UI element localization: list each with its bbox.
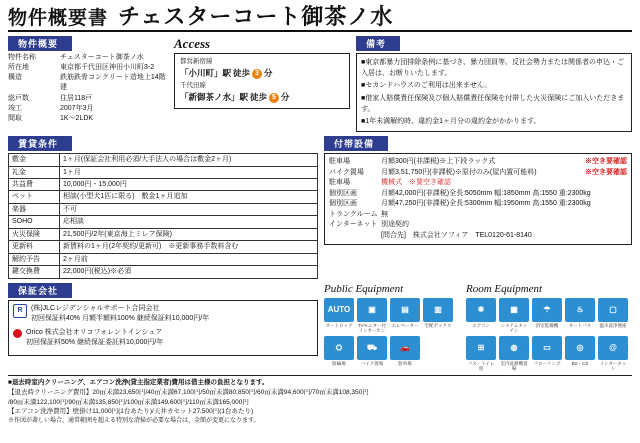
remarks-box (356, 53, 632, 132)
lease-key: 火災保険 (9, 228, 60, 240)
access-walk-minutes: 3 (252, 69, 262, 79)
equipment-item (466, 336, 496, 371)
access-route (180, 57, 344, 81)
delivery-box-icon: ▥ (423, 298, 453, 322)
table-row (9, 253, 318, 265)
equipment-caption: 温水洗浄便座 (599, 322, 627, 328)
equipment-caption: オートロック (325, 322, 353, 328)
facilities-section-label: 付帯設備 (324, 136, 388, 151)
facility-key: インターネット (329, 221, 378, 229)
equipment-caption: TVモニター付インターホン (357, 322, 387, 333)
equipment-caption: バイク置場 (360, 360, 384, 366)
access-station: 「新御茶ノ水」駅 (180, 91, 249, 102)
equipment-caption: 室内洗濯機置場 (500, 360, 528, 372)
car-parking-icon: 🚗 (390, 336, 420, 360)
overview-item-key: 物件名称 (8, 54, 36, 61)
facility-value: 別途契約 (381, 221, 409, 229)
overview-item (8, 53, 168, 63)
access-section (174, 36, 350, 109)
public-equipment-icons (324, 298, 456, 367)
lease-value: 2ヶ月前 (60, 253, 318, 265)
equipment-item (324, 336, 354, 366)
guarantor-entry (13, 304, 313, 325)
room-equipment-title: Room Equipment (466, 282, 543, 295)
middle-row (8, 136, 632, 278)
equipment-caption: エレベーター (391, 322, 419, 328)
facility-row (329, 199, 627, 210)
access-walk-label: 徒歩 (249, 91, 267, 102)
bottom-note-line: 【エアコン洗浄費用】壁掛け11,000円(1台あたり)/天井カセット27,500円(1台あたり) (8, 408, 254, 416)
access-walk-minutes: 5 (269, 93, 279, 103)
document-title: 物件概要書 (8, 8, 109, 29)
tv-intercom-icon: ▣ (357, 298, 387, 322)
lease-key: 解約予告 (9, 253, 60, 265)
overview-item-key: 構造 (8, 74, 22, 82)
orico-logo-icon (13, 329, 22, 338)
room-equipment-group (466, 283, 632, 372)
facility-row (329, 231, 627, 242)
guarantor-detail: 初回保証料40% 月額半額料100% 継続保証料10,000円/年 (31, 315, 210, 322)
public-equipment-group (324, 283, 456, 372)
facility-key: 駐車場 (329, 158, 350, 166)
overview-list (8, 53, 168, 124)
overview-item-key: 所在地 (8, 64, 29, 72)
overview-item-value: 1K～2LDK (60, 114, 94, 122)
lease-value: 1ヶ月(保証会社利用必須/大手法人の場合は敷金2ヶ月) (60, 154, 318, 166)
facility-row (329, 210, 627, 221)
remark-line: ■セカンドハウスのご利用は出来ません。 (361, 82, 492, 90)
remark-line: ■東京都暴力団排除条例に基づき、暴力団員等、反社会勢力または関係者の申込・ご入居は、お断りいたします。 (361, 59, 624, 78)
access-route (180, 81, 344, 105)
facility-row (329, 178, 627, 189)
lease-value: 不可 (60, 203, 318, 215)
table-row (9, 241, 318, 253)
access-walk-unit: 分 (280, 91, 290, 102)
equipment-item (423, 298, 453, 333)
remarks-section (356, 36, 632, 132)
bottom-note-line: ※作図が著しい場合、通常範囲を超える特別な清掃が必要な場合は、金額が変更になります。 (8, 418, 260, 425)
lease-value: 新賃料の1ヶ月(2年契約/更新可) ※更新事務手数料含む (60, 241, 318, 253)
facility-row (329, 157, 627, 168)
facility-note: ※空き要確認 (585, 168, 627, 176)
overview-section (8, 36, 168, 124)
guarantor-name: (株)JLCレジデンシャルサポート合同会社 (31, 304, 160, 312)
table-row (9, 266, 318, 278)
equipment-caption: バス・トイレ別 (467, 360, 495, 372)
lease-key: ペット (9, 191, 60, 203)
guarantor-entry (13, 328, 313, 349)
room-equipment-icons (466, 298, 632, 372)
lease-value: 1ヶ月 (60, 166, 318, 178)
internet-icon: @ (598, 336, 628, 360)
lease-section (8, 136, 318, 278)
access-station: 「小川町」駅 (180, 68, 232, 79)
table-row (9, 228, 318, 240)
facility-value: 月額47,250円(非課税)全長:5300mm 幅:1950mm 高:1550 重:2300kg (381, 200, 591, 208)
bicycle-parking-icon: ⛭ (324, 336, 354, 360)
remark-line: ■借家人賠償責任保険及び個人賠償責任保険を付帯した火災保険にご加入いただきます。 (361, 94, 625, 113)
facilities-box (324, 153, 632, 245)
jlc-logo-icon: R (13, 304, 27, 318)
facility-value: 無 (381, 210, 388, 218)
overview-item-value: チェスターコート御茶ノ水 (60, 54, 144, 61)
equipment-caption: BS・CS (571, 360, 589, 366)
washlet-icon: ▢ (598, 298, 628, 322)
table-row (9, 203, 318, 215)
bottom-note-line: ■退去時室内クリーニング、エアコン洗浄(貸主指定業者)費用は借主様の負担となります。 (8, 379, 269, 387)
equipment-caption: インターネット (599, 360, 627, 372)
facility-row (329, 168, 627, 179)
table-row (9, 216, 318, 228)
equipment-item (357, 298, 387, 333)
equipment-item (499, 298, 529, 333)
bottom-note-line: 【退去時クリーニング費用】20㎡未満23,650円/40㎡未満67,100円/50㎡未満80,850円/60㎡未満94,600円/70㎡未満108,350円 (8, 388, 369, 396)
facility-value: [問合先] 株式会社ソフィア TEL0120-61-8140 (381, 231, 532, 239)
facility-value: 月額3,51,750円(非課税)※原付のみ(屋内置可能料) (381, 168, 537, 176)
access-title: Access (174, 36, 211, 51)
overview-item-value: 東京都千代田区神田小川町3-2 (60, 64, 155, 72)
lease-key: 更新料 (9, 241, 60, 253)
table-row (9, 154, 318, 166)
equipment-caption: エアコン (472, 322, 490, 328)
document-header (8, 6, 632, 32)
auto-bath-icon: ♨ (565, 298, 595, 322)
lease-key: 鍵交換費 (9, 266, 60, 278)
lease-section-label: 賃貸条件 (8, 136, 72, 151)
lease-value: 応相談 (60, 216, 318, 228)
lease-value: 10,000円・15,000円 (60, 179, 318, 191)
equipment-caption: オートバス (568, 322, 592, 328)
lower-row (8, 283, 632, 372)
access-box (174, 53, 350, 109)
equipment-caption: 浴室乾燥機 (535, 322, 559, 328)
guarantor-box (8, 300, 318, 356)
lease-key: 共益費 (9, 179, 60, 191)
guarantor-detail: 初回保証料50% 継続保証委託料10,000円/年 (26, 339, 164, 346)
equipment-caption: 駐車場 (398, 360, 412, 366)
auto-lock-icon: AUTO (324, 298, 354, 322)
equipment-item (532, 298, 562, 333)
facility-key: 個別区画 (329, 200, 357, 208)
facilities-section (324, 136, 632, 245)
table-row (9, 166, 318, 178)
separate-bath-toilet-icon: ⊞ (466, 336, 496, 360)
facility-note: ※空き要確認 (585, 158, 627, 166)
remarks-section-label: 備考 (356, 36, 400, 51)
guarantor-name: Orico 株式会社オリコフォレントインシュア (26, 328, 163, 336)
equipment-item (390, 336, 420, 366)
indoor-washer-icon: ◍ (499, 336, 529, 360)
lease-key: SOHO (9, 216, 60, 228)
overview-item-value: 鉄筋鉄骨コンクリート造地上14階建 (60, 74, 166, 92)
remark-line: ■1年未満解約時、違約金1ヶ月分の違約金がかかります。 (361, 117, 541, 125)
bath-dryer-icon: ☂ (532, 298, 562, 322)
overview-item (8, 63, 168, 73)
facility-key: バイク置場 (329, 168, 364, 176)
lease-value: 22,000円(税込)※必須 (60, 266, 318, 278)
bs-cs-icon: ◎ (565, 336, 595, 360)
bottom-notes (8, 375, 632, 426)
equipment-caption: 駐輪場 (332, 360, 346, 366)
guarantor-section-label: 保証会社 (8, 283, 72, 298)
equipment-caption: システムキッチン (500, 322, 528, 333)
table-row (9, 179, 318, 191)
equipment-caption: 宅配ボックス (424, 322, 452, 328)
access-line-name: 千代田線 (180, 81, 206, 89)
equipment-item (565, 298, 595, 333)
overview-section-label: 物件概要 (8, 36, 72, 51)
lease-key: 礼金 (9, 166, 60, 178)
facility-row (329, 189, 627, 200)
equipment-caption: フローリング (533, 360, 561, 366)
flooring-icon: ▭ (532, 336, 562, 360)
facility-row (329, 220, 627, 231)
lease-key: 敷金 (9, 154, 60, 166)
equipment-item (598, 336, 628, 371)
equipment-item (466, 298, 496, 333)
lease-value: 21,500円/2年(東京海上ミレア保険) (60, 228, 318, 240)
overview-item-value: 2007年3月 (60, 104, 94, 112)
overview-item (8, 104, 168, 114)
access-walk-unit: 分 (263, 68, 273, 79)
equipment-item (598, 298, 628, 333)
overview-item-value: 住居118戸 (60, 94, 93, 102)
facility-key (329, 231, 381, 242)
overview-item-key: 総戸数 (8, 94, 29, 102)
facility-value: 機械式 ※要空き確認 (381, 179, 451, 187)
equipment-item (499, 336, 529, 371)
elevator-icon: ▤ (390, 298, 420, 322)
lease-table (8, 153, 318, 278)
overview-item (8, 73, 168, 93)
facility-key: 個別区画 (329, 189, 357, 197)
lease-key: 楽器 (9, 203, 60, 215)
equipment-section (324, 283, 632, 372)
bottom-note-line: /80㎡未満122,100円/90㎡未満135,850円/100㎡未満149,600円/110㎡未満165,000円 (8, 398, 249, 406)
facility-key: トランクルーム (329, 210, 378, 218)
equipment-item (324, 298, 354, 333)
equipment-item (390, 298, 420, 333)
bike-parking-icon: ⛟ (357, 336, 387, 360)
system-kitchen-icon: ▦ (499, 298, 529, 322)
access-walk-label: 徒歩 (232, 68, 250, 79)
facility-value: 月額42,000円(非課税)全長:5050mm 幅:1850mm 高:1550 重:2300kg (381, 189, 591, 197)
overview-item (8, 94, 168, 104)
equipment-item (565, 336, 595, 371)
facility-key: 駐車場 (329, 179, 350, 187)
property-title: チェスターコート御茶ノ水 (118, 4, 394, 29)
equipment-item (532, 336, 562, 371)
top-row (8, 36, 632, 132)
access-line-name: 都営新宿線 (180, 58, 213, 65)
equipment-item (357, 336, 387, 366)
overview-item (8, 114, 168, 124)
guarantor-section (8, 283, 318, 356)
overview-item-key: 間取 (8, 114, 22, 122)
facility-value: 月額300円(非課税)※上下段ラック式 (381, 158, 496, 166)
lease-value: 相談(小型犬1匹に限る) 敷金1ヶ月追加 (60, 191, 318, 203)
air-conditioner-icon: ❅ (466, 298, 496, 322)
public-equipment-title: Public Equipment (324, 282, 404, 295)
overview-item-key: 竣工 (8, 104, 22, 112)
table-row (9, 191, 318, 203)
